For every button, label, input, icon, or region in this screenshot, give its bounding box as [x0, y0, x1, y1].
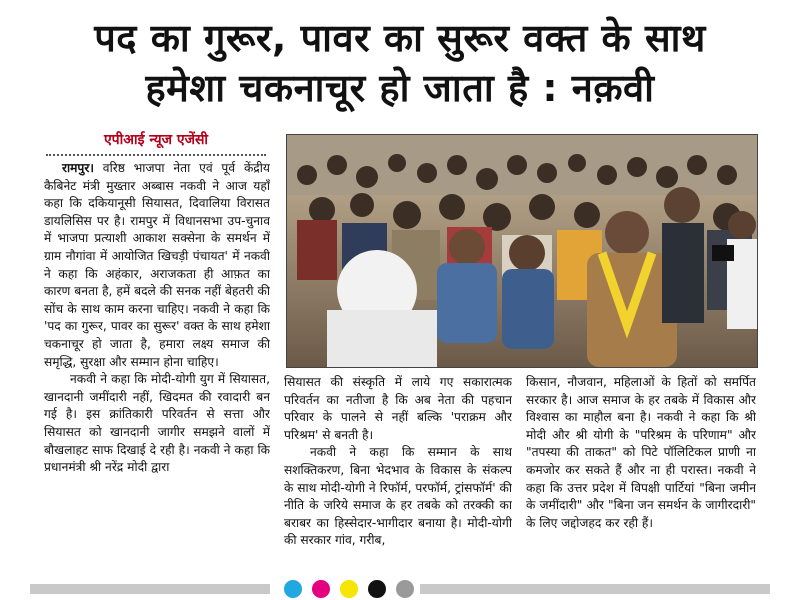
registration-dot-magenta	[312, 580, 330, 598]
article-column-3	[526, 374, 756, 570]
dateline-place: रामपुर।	[62, 161, 94, 175]
registration-dot-black	[368, 580, 386, 598]
registration-dot-cyan	[284, 580, 302, 598]
article-paragraph: सियासत की संस्कृति में लाये गए सकारात्मक परिवर्तन का नतीजा है कि अब नेता की पहचान परिवार के पालने से नहीं बल्कि 'पराक्रम और परिश्रम' से बनती है।	[284, 375, 512, 442]
paragraph-text: वरिष्ठ भाजपा नेता एवं पूर्व केंद्रीय कैबिनेट मंत्री मुख्तार अब्बास नकवी ने आज यहाँ कहा कि दकियानूसी सियासत, दिवालिया विरासत डायलिसिस पर है। रामपुर में विधानसभा उप-चुनाव में भाजपा प्रत्याशी आकाश सक्सेना के समर्थन में ग्राम नौगांवा में आयोजित खिचड़ी पंचायत' में नकवी ने कहा कि अहंकार, अराजकता ही आफ़त का कारण बनता है, हमें बदले की सनक नहीं बेहतरी की सोंच के साथ काम करना चाहिए। नकवी ने कहा कि 'पद का गुरूर, पावर का सुरूर' वक्त के साथ हमेशा चकनाचूर हो जाता है, हमारा लक्ष्य समाज की समृद्धि, सुरक्षा और सम्मान होना चाहिए।	[44, 161, 270, 369]
news-photo-crowd	[286, 134, 758, 368]
print-color-bar	[0, 578, 800, 600]
photo-illustration	[287, 135, 757, 367]
article-paragraph	[44, 160, 270, 371]
headline-line-1: पद का गुरूर, पावर का सुरूर वक्त के साथ	[94, 16, 706, 60]
registration-dot-yellow	[340, 580, 358, 598]
byline-agency: एपीआई न्यूज एजेंसी	[103, 132, 209, 148]
article-paragraph: किसान, नौजवान, महिलाओं के हितों को समर्पित सरकार है। आज समाज के हर तबके में विकास और विश्वास का माहौल बना है। नकवी ने कहा कि श्री मोदी और श्री योगी के "परिश्रम के परिणाम" और "तपस्या की ताकत" को पिटे पॉलिटिकल प्राणी ना कमजोर कर सकते हैं और ना ही परास्त। नकवी ने कहा कि उत्तर प्रदेश में विपक्षी पार्टियां "बिना जमीन के जमींदारी" और "बिना जन समर्थन के जागीरदारी" के लिए जद्दोजहद कर रही हैं।	[526, 375, 756, 530]
article-paragraph: नकवी ने कहा कि मोदी-योगी युग में सियासत, खानदानी जमींदारी नहीं, खिदमत की रवादारी बन गई है। इस क्रांतिकारी परिवर्तन से सत्ता और सियासत को खानदानी जागीर समझने वालों में बौखलाहट साफ दिखाई दे रही है। नकवी ने कहा कि प्रधानमंत्री श्री नरेंद्र मोदी द्वारा	[44, 372, 270, 475]
gray-bar-left	[30, 584, 270, 594]
article-column-1	[44, 160, 270, 572]
article-paragraph: नकवी ने कहा कि सम्मान के साथ सशक्तिकरण, बिना भेदभाव के विकास के संकल्प के साथ मोदी-योगी ने रिफॉर्म, परफॉर्म, ट्रांसफॉर्म' की नीति के जरिये समाज के हर तबके को तरक्की का बराबर का हिस्सेदार-भागीदार बनाया है। मोदी-योगी की सरकार गांव, गरीब,	[284, 445, 512, 548]
byline-divider	[46, 154, 266, 156]
gray-bar-right	[420, 584, 770, 594]
headline-line-2: हमेशा चकनाचूर हो जाता है : नक़वी	[145, 66, 655, 110]
registration-dot-gray	[396, 580, 414, 598]
article-column-2	[284, 374, 512, 570]
